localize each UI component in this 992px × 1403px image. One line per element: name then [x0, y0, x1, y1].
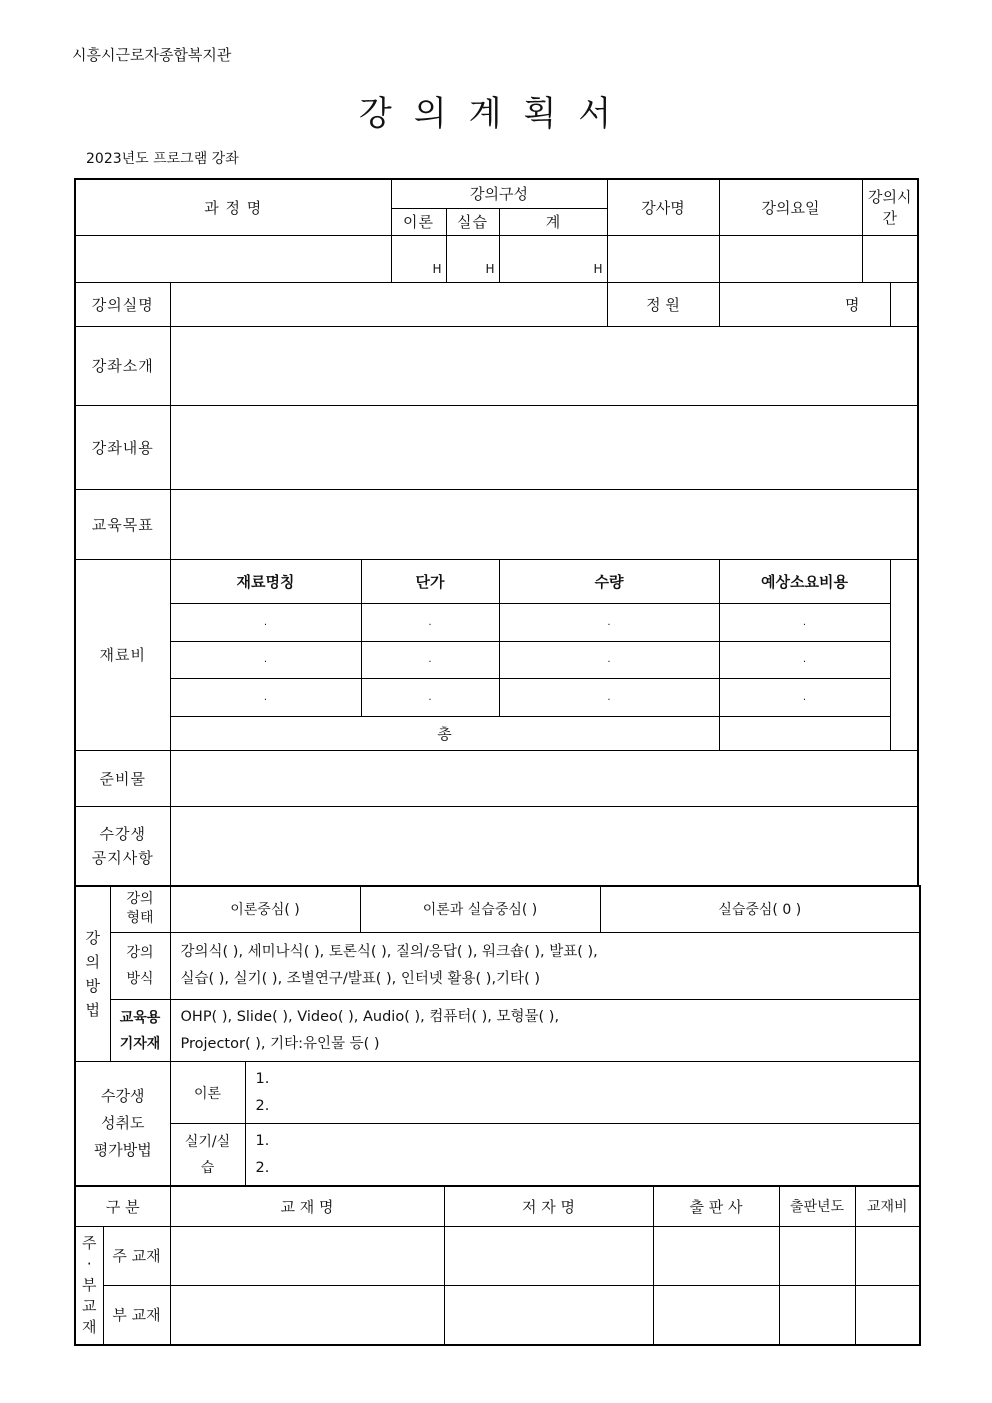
textbook-table: [74, 1185, 921, 1346]
instructor-field[interactable]: [607, 235, 719, 282]
document-subtitle: 2023년도 프로그램 강좌: [86, 151, 239, 167]
document-title: 강의계획서: [358, 94, 634, 134]
eval-item: 2.: [255, 1097, 270, 1114]
goal-label: 교육목표: [75, 489, 170, 559]
material-header-cost: 예상소요비용: [719, 559, 890, 603]
capacity-label: 정 원: [607, 282, 719, 326]
material-cell[interactable]: .: [361, 678, 499, 716]
eval-label-line: 수강생: [101, 1087, 145, 1105]
material-cost-label: 재료비: [75, 559, 170, 750]
weekday-field[interactable]: [719, 235, 862, 282]
sub-textbook-label: 부 교재: [103, 1285, 170, 1345]
sub-textbook-year-field[interactable]: [779, 1285, 855, 1345]
style-options-line: 실습( ), 실기( ), 조별연구/발표( ), 인터넷 활용( ),기타( ): [180, 971, 540, 987]
material-cell[interactable]: .: [170, 603, 361, 641]
notice-label: [75, 806, 170, 886]
division-label: 구 분: [75, 1186, 170, 1226]
lecture-plan-table: [74, 178, 919, 887]
form-option-practice[interactable]: 실습중심( 0 ): [600, 886, 920, 933]
textbook-group-char: 재: [82, 1317, 97, 1336]
eval-item: 1.: [255, 1132, 270, 1149]
style-options-line: 강의식( ), 세미나식( ), 토론식( ), 질의/응답( ), 워크숍( ), 발표( ),: [180, 944, 598, 960]
equip-label: [110, 1000, 170, 1062]
room-field[interactable]: [170, 282, 607, 326]
price-label: 교재비: [855, 1186, 920, 1226]
material-cell[interactable]: .: [499, 678, 719, 716]
material-cell[interactable]: .: [719, 603, 890, 641]
sub-textbook-author-field[interactable]: [444, 1285, 653, 1345]
form-option-theory[interactable]: 이론중심( ): [170, 886, 360, 933]
main-textbook-price-field[interactable]: [855, 1226, 920, 1285]
textbook-group-label: [75, 1226, 103, 1345]
theory-label: 이론: [391, 208, 446, 235]
method-char: 방: [85, 976, 100, 995]
textbook-group-char: ·: [86, 1254, 92, 1273]
evaluation-table: [74, 1061, 921, 1186]
method-char: 강: [85, 928, 100, 947]
time-field[interactable]: [862, 235, 918, 282]
material-cell[interactable]: .: [499, 641, 719, 678]
equip-label-line: 교육용: [119, 1009, 161, 1026]
method-group-label: [75, 886, 110, 1062]
material-cell[interactable]: .: [170, 678, 361, 716]
main-textbook-year-field[interactable]: [779, 1226, 855, 1285]
style-label-line: 강의: [126, 945, 154, 961]
course-name-field[interactable]: [75, 235, 391, 282]
supplies-label: 준비물: [75, 750, 170, 806]
material-total-label: 총: [170, 716, 719, 750]
publisher-label: 출 판 사: [653, 1186, 779, 1226]
sub-textbook-price-field[interactable]: [855, 1285, 920, 1345]
form-label-line: 강의: [126, 891, 154, 907]
style-label: [110, 933, 170, 1000]
material-cell[interactable]: .: [499, 603, 719, 641]
eval-practice-field[interactable]: [245, 1124, 920, 1186]
content-label: 강좌내용: [75, 405, 170, 489]
style-label-line: 방식: [126, 971, 154, 987]
material-header-price: 단가: [361, 559, 499, 603]
organization-name: 시흥시근로자종합복지관: [72, 46, 232, 64]
main-textbook-title-field[interactable]: [170, 1226, 444, 1285]
room-label: 강의실명: [75, 282, 170, 326]
material-cell[interactable]: .: [719, 641, 890, 678]
form-label-line: 형태: [126, 910, 154, 926]
eval-item: 1.: [255, 1070, 270, 1087]
material-cell[interactable]: .: [719, 678, 890, 716]
main-textbook-label: 주 교재: [103, 1226, 170, 1285]
book-title-label: 교 재 명: [170, 1186, 444, 1226]
material-cell[interactable]: .: [170, 641, 361, 678]
equip-options-line: OHP( ), Slide( ), Video( ), Audio( ), 컴퓨터( ), 모형물( ),: [180, 1008, 560, 1025]
equip-options[interactable]: [170, 1000, 920, 1062]
content-field[interactable]: [170, 405, 918, 489]
composition-label: 강의구성: [391, 179, 607, 208]
notice-field[interactable]: [170, 806, 918, 886]
textbook-group-char: 부: [82, 1275, 97, 1294]
form-label: [110, 886, 170, 933]
material-cell[interactable]: .: [361, 641, 499, 678]
total-hours-field[interactable]: H: [499, 235, 607, 282]
instructor-label: 강사명: [607, 179, 719, 235]
eval-label-line: 평가방법: [93, 1141, 152, 1159]
eval-item: 2.: [255, 1159, 270, 1176]
form-option-mixed[interactable]: 이론과 실습중심( ): [360, 886, 600, 933]
main-textbook-author-field[interactable]: [444, 1226, 653, 1285]
notice-label-line: 공지사항: [91, 848, 154, 867]
theory-hours-field[interactable]: H: [391, 235, 446, 282]
sub-textbook-title-field[interactable]: [170, 1285, 444, 1345]
time-label: 강의시간: [862, 179, 918, 235]
eval-label-line: 성취도: [101, 1114, 145, 1132]
practice-hours-field[interactable]: H: [446, 235, 499, 282]
sub-textbook-publisher-field[interactable]: [653, 1285, 779, 1345]
total-label: 계: [499, 208, 607, 235]
author-label: 저 자 명: [444, 1186, 653, 1226]
material-header-qty: 수량: [499, 559, 719, 603]
eval-practice-label-line: 습: [200, 1159, 215, 1176]
intro-field[interactable]: [170, 326, 918, 405]
goal-field[interactable]: [170, 489, 918, 559]
course-name-label: 과 정 명: [75, 179, 391, 235]
eval-theory-label: 이론: [170, 1062, 245, 1124]
method-table: [74, 885, 921, 1062]
material-header-name: 재료명칭: [170, 559, 361, 603]
year-label: 출판년도: [779, 1186, 855, 1226]
material-total-field[interactable]: [719, 716, 890, 750]
textbook-group-char: 교: [82, 1296, 97, 1315]
style-options[interactable]: [170, 933, 920, 1000]
practice-label: 실습: [446, 208, 499, 235]
capacity-field[interactable]: 명: [719, 282, 890, 326]
supplies-field[interactable]: [170, 750, 918, 806]
method-char: 법: [85, 1000, 100, 1019]
intro-label: 강좌소개: [75, 326, 170, 405]
notice-label-line: 수강생: [99, 824, 146, 843]
material-cell[interactable]: .: [361, 603, 499, 641]
equip-options-line: Projector( ), 기타:유인물 등( ): [180, 1035, 380, 1052]
eval-label: [75, 1062, 170, 1186]
eval-practice-label-line: 실기/실: [184, 1133, 231, 1150]
eval-practice-label: [170, 1124, 245, 1186]
method-char: 의: [85, 952, 100, 971]
main-textbook-publisher-field[interactable]: [653, 1226, 779, 1285]
equip-label-line: 기자재: [119, 1035, 161, 1052]
eval-theory-field[interactable]: [245, 1062, 920, 1124]
weekday-label: 강의요일: [719, 179, 862, 235]
textbook-group-char: 주: [82, 1233, 97, 1252]
